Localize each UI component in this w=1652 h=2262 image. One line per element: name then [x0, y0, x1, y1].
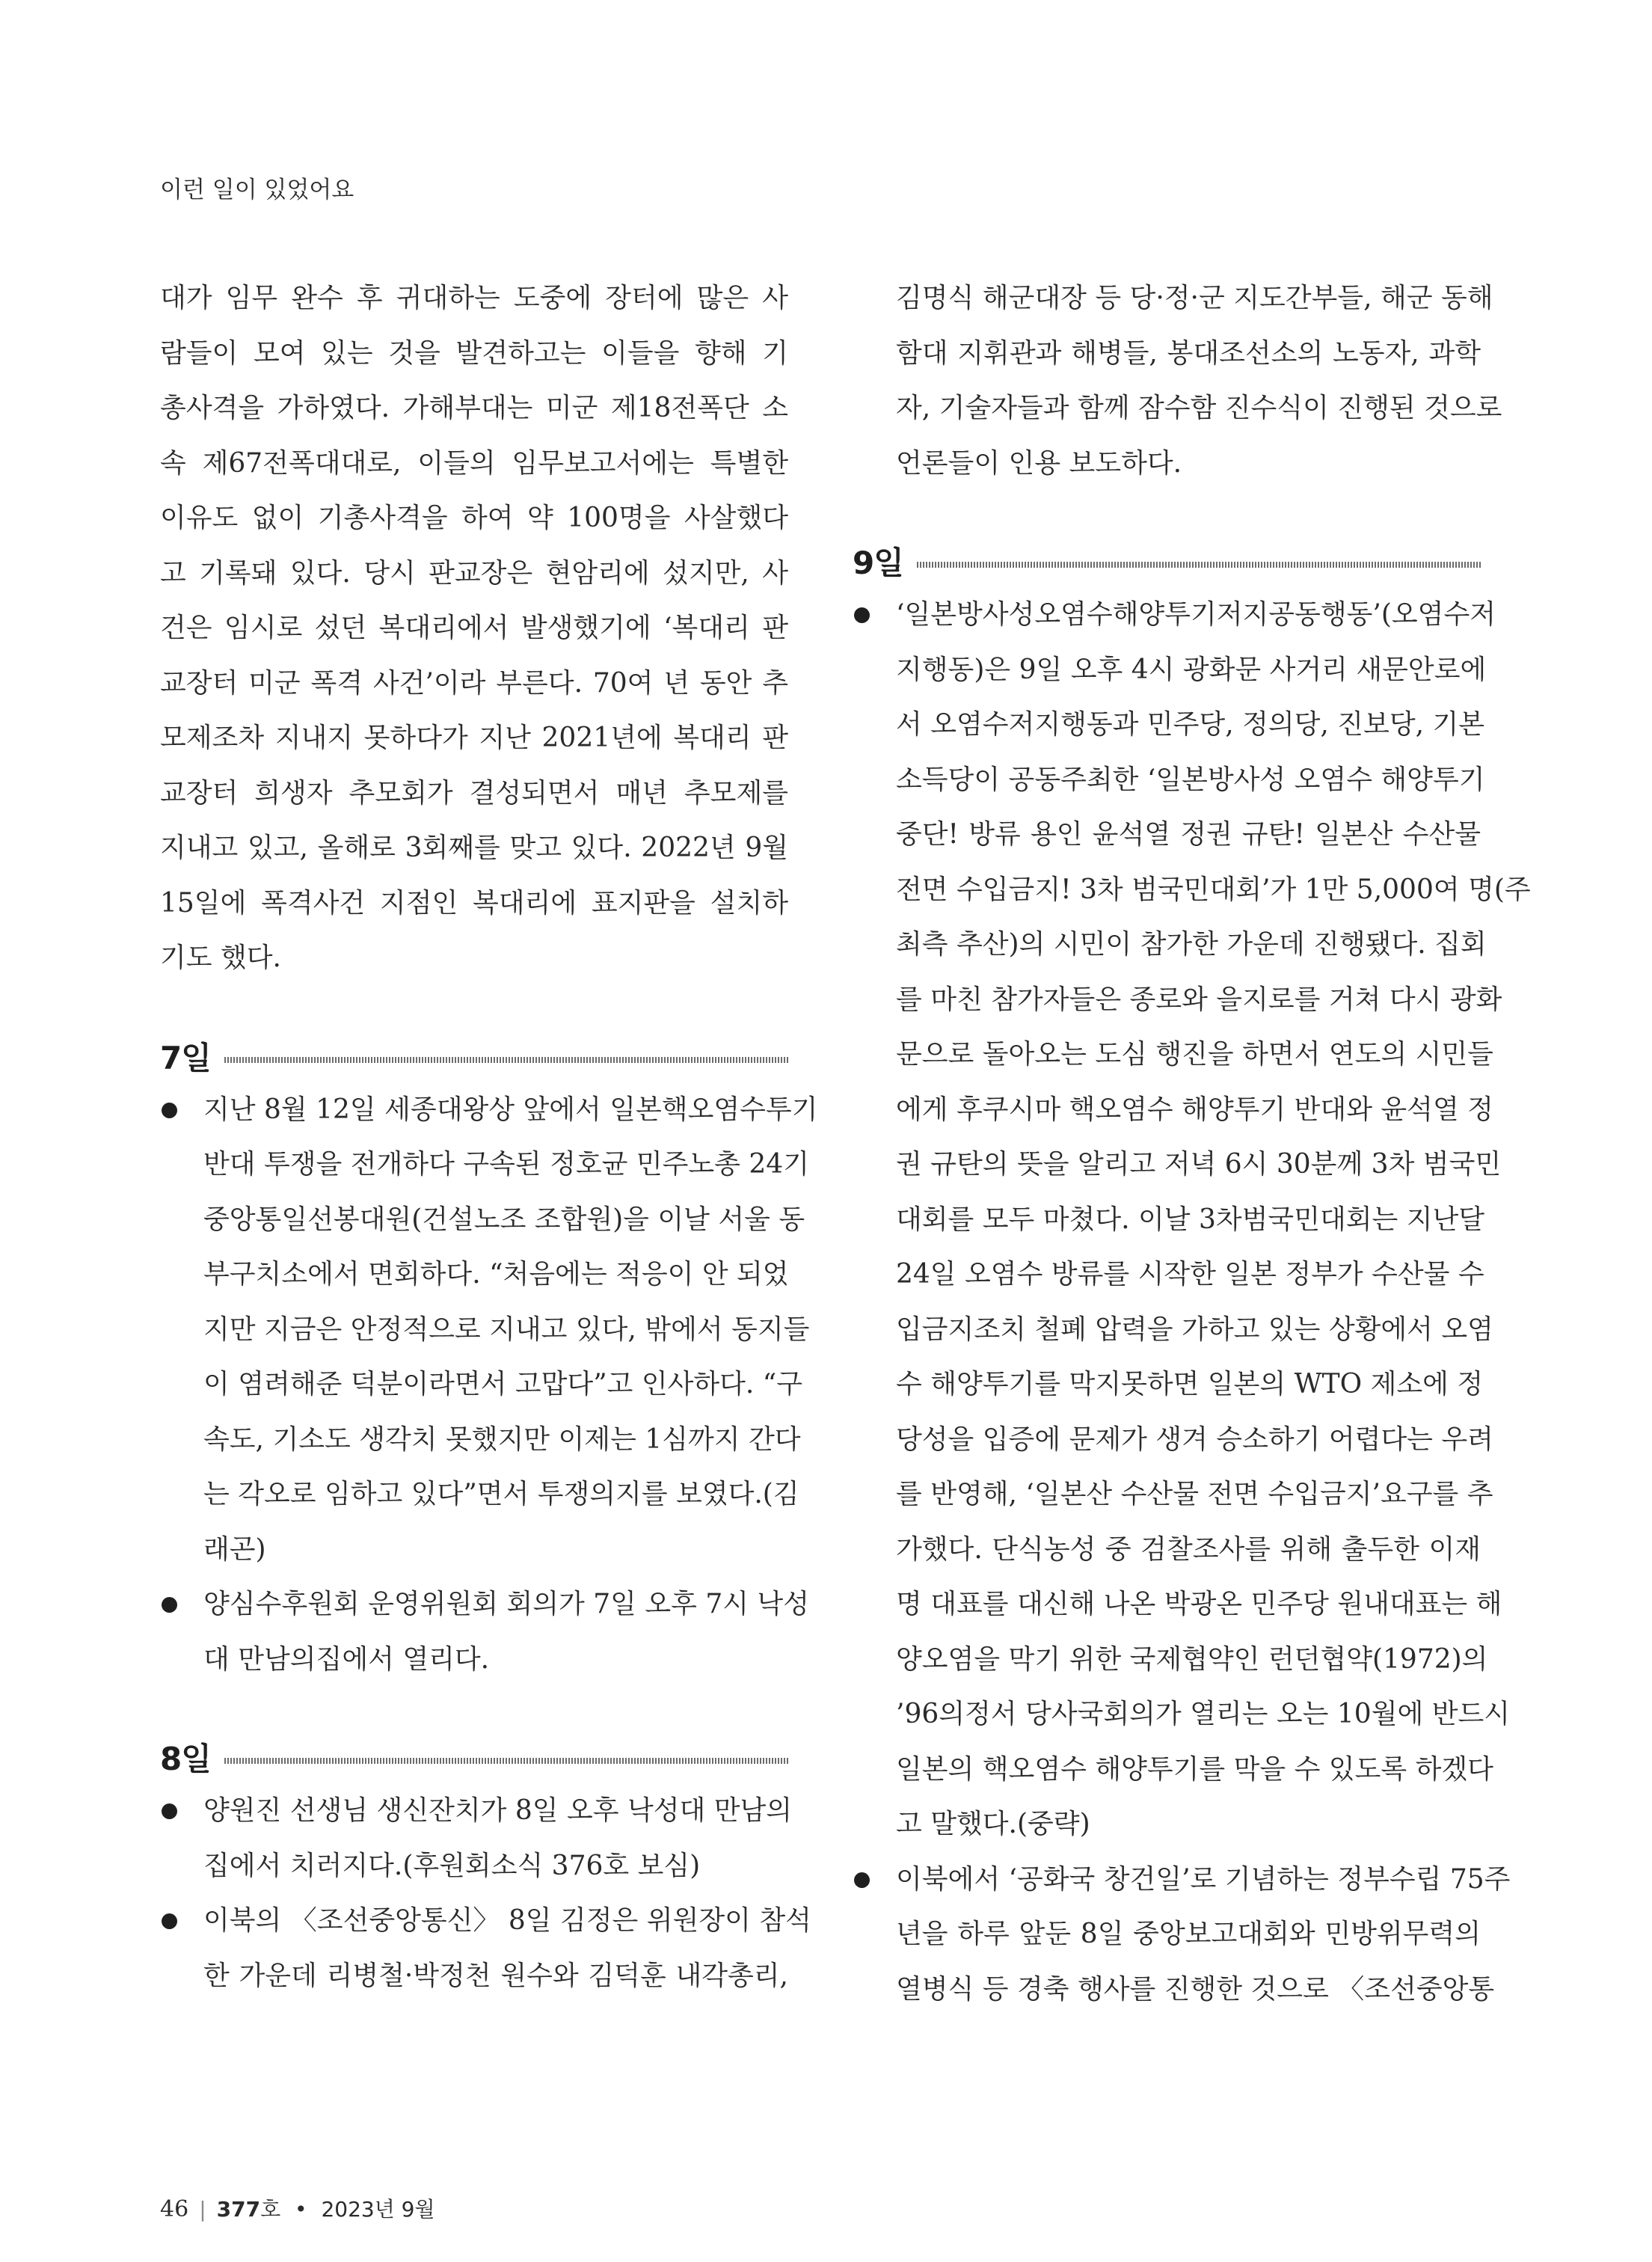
text-line: 고 기록돼 있다. 당시 판교장은 현암리에 섰지만, 사	[160, 557, 788, 589]
right-column	[853, 271, 1531, 2017]
list-item	[160, 1783, 793, 1893]
text-line: 속 제67전폭대대로, 이들의 임무보고서에는 특별한	[160, 447, 788, 479]
text-line: 를 반영해, ‘일본산 수산물 전면 수입금지’요구를 추	[896, 1479, 1493, 1509]
issue-date: 2023년 9월	[321, 2197, 435, 2222]
dotted-rule	[917, 562, 1481, 568]
text-line: 당성을 입증에 문제가 생겨 승소하기 어렵다는 우려	[896, 1423, 1493, 1455]
text-line: ‘일본방사성오염수해양투기저지공동행동’(오염수저	[896, 599, 1496, 630]
text-line: 래곤)	[203, 1533, 266, 1565]
list-item	[160, 1577, 809, 1687]
text-line: 기도 했다.	[160, 942, 281, 973]
dotted-rule	[224, 1057, 788, 1063]
text-line: 함대 지휘관과 해병들, 봉대조선소의 노동자, 과학	[896, 337, 1481, 369]
section-header: 이런 일이 있었어요	[160, 177, 354, 203]
text-line: 교장터 희생자 추모회가 결성되면서 매년 추모제를	[160, 777, 788, 809]
bullet-icon	[162, 1913, 177, 1929]
text-line: 지난 8월 12일 세종대왕상 앞에서 일본핵오염수투기	[203, 1094, 818, 1125]
text-line: 를 마친 참가자들은 종로와 을지로를 거쳐 다시 광화	[896, 984, 1502, 1015]
text-line: 반대 투쟁을 전개하다 구속된 정호균 민주노총 24기	[203, 1149, 809, 1180]
list-item	[160, 1893, 811, 2003]
day8-heading	[160, 1731, 788, 1783]
text-line: 최측 추산)의 시민이 참가한 가운데 진행됐다. 집회	[896, 929, 1487, 960]
text-line: 지행동)은 9일 오후 4시 광화문 사거리 새문안로에	[896, 654, 1487, 685]
text-line: 집에서 치러지다.(후원회소식 376호 보심)	[203, 1850, 701, 1881]
day9-heading	[853, 535, 1481, 587]
text-line: 가했다. 단식농성 중 검찰조사를 위해 출두한 이재	[896, 1533, 1481, 1565]
text-line: 모제조차 지내지 못하다가 지난 2021년에 복대리 판	[160, 723, 788, 753]
text-line: 에게 후쿠시마 핵오염수 해양투기 반대와 윤석열 정	[896, 1094, 1493, 1125]
text-line: 소득당이 공동주최한 ‘일본방사성 오염수 해양투기	[896, 764, 1485, 795]
text-line: 수 해양투기를 막지못하면 일본의 WTO 제소에 정	[896, 1369, 1484, 1400]
page-footer	[160, 2193, 435, 2223]
text-line: 대회를 모두 마쳤다. 이날 3차범국민대회는 지난달	[896, 1204, 1485, 1235]
text-line: 열병식 등 경축 행사를 진행한 것으로 〈조선중앙통	[896, 1973, 1495, 2005]
text-line: 양오염을 막기 위한 국제협약인 런던협약(1972)의	[896, 1643, 1488, 1675]
footer-divider: |	[199, 2197, 206, 2222]
text-line: 양심수후원회 운영위원회 회의가 7일 오후 7시 낙성	[203, 1589, 809, 1619]
text-line: 부구치소에서 면회하다. “처음에는 적응이 안 되었	[203, 1259, 789, 1290]
text-line: 속도, 기소도 생각치 못했지만 이제는 1심까지 간다	[203, 1423, 801, 1455]
text-line: 김명식 해군대장 등 당·정·군 지도간부들, 해군 동해	[896, 283, 1493, 313]
bullet-icon	[162, 1597, 177, 1613]
page-number: 46	[160, 2196, 189, 2222]
text-line: 일본의 핵오염수 해양투기를 막을 수 있도록 하겠다	[896, 1753, 1493, 1785]
text-line: 명 대표를 대신해 나온 박광온 민주당 원내대표는 해	[896, 1589, 1502, 1619]
text-line: 이유도 없이 기총사격을 하여 약 100명을 사살했다	[160, 503, 788, 533]
list-item	[160, 1082, 818, 1578]
text-line: 건은 임시로 섰던 복대리에서 발생했기에 ‘복대리 판	[160, 613, 788, 643]
footer-separator: •	[295, 2197, 307, 2222]
text-line: 전면 수입금지! 3차 범국민대회’가 1만 5,000여 명(주	[896, 874, 1531, 905]
intro-paragraph	[160, 271, 788, 986]
left-column	[160, 271, 818, 2003]
text-line: 한 가운데 리병철·박정천 원수와 김덕훈 내각총리,	[203, 1960, 788, 1991]
day9-title: 9일	[853, 545, 903, 581]
text-line: 교장터 미군 폭격 사건’이라 부른다. 70여 년 동안 추	[160, 667, 788, 699]
bullet-icon	[854, 1872, 870, 1888]
issue-suffix: 호	[260, 2197, 281, 2222]
bullet-icon	[162, 1103, 177, 1118]
text-line: 지만 지금은 안정적으로 지내고 있다, 밖에서 동지들	[203, 1314, 810, 1345]
text-line: 서 오염수저지행동과 민주당, 정의당, 진보당, 기본	[896, 709, 1485, 740]
text-line: 이 염려해준 덕분이라면서 고맙다”고 인사하다. “구	[203, 1369, 802, 1400]
text-line: 입금지조치 철폐 압력을 가하고 있는 상황에서 오염	[896, 1314, 1493, 1345]
continuation-paragraph	[853, 271, 1502, 491]
issue-number: 377	[216, 2197, 261, 2222]
day8-title: 8일	[160, 1741, 211, 1777]
text-line: 대 만남의집에서 열리다.	[203, 1643, 490, 1675]
text-line: 지내고 있고, 올해로 3회째를 맞고 있다. 2022년 9월	[160, 833, 788, 863]
day7-heading	[160, 1030, 788, 1082]
text-line: 년을 하루 앞둔 8일 중앙보고대회와 민방위무력의	[896, 1919, 1481, 1949]
day7-title: 7일	[160, 1039, 211, 1076]
dotted-rule	[224, 1758, 788, 1764]
list-item	[853, 587, 1531, 1852]
text-line: 권 규탄의 뜻을 알리고 저녁 6시 30분께 3차 범국민	[896, 1149, 1502, 1180]
text-line: 총사격을 가하였다. 가해부대는 미군 제18전폭단 소	[160, 393, 788, 423]
text-line: 15일에 폭격사건 지점인 복대리에 표지판을 설치하	[160, 887, 788, 919]
text-line: 언론들이 인용 보도하다.	[896, 447, 1182, 479]
text-line: 고 말했다.(중략)	[896, 1809, 1090, 1839]
text-line: 중앙통일선봉대원(건설노조 조합원)을 이날 서울 동	[203, 1204, 805, 1235]
list-item	[853, 1852, 1511, 2017]
bullet-icon	[854, 607, 870, 623]
text-line: 문으로 돌아오는 도심 행진을 하면서 연도의 시민들	[896, 1039, 1493, 1070]
text-line: 이북의 〈조선중앙통신〉 8일 김정은 위원장이 참석	[203, 1905, 811, 1936]
text-line: 대가 임무 완수 후 귀대하는 도중에 장터에 많은 사	[160, 283, 788, 313]
text-line: ’96의정서 당사국회의가 열리는 오는 10월에 반드시	[896, 1699, 1511, 1729]
text-line: 24일 오염수 방류를 시작한 일본 정부가 수산물 수	[896, 1259, 1484, 1290]
text-line: 람들이 모여 있는 것을 발견하고는 이들을 향해 기	[160, 337, 788, 369]
text-line: 는 각오로 임하고 있다”면서 투쟁의지를 보였다.(김	[203, 1479, 799, 1509]
bullet-icon	[162, 1803, 177, 1819]
text-line: 자, 기술자들과 함께 잠수함 진수식이 진행된 것으로	[896, 393, 1502, 423]
text-line: 이북에서 ‘공화국 창건일’로 기념하는 정부수립 75주	[896, 1863, 1511, 1895]
text-line: 양원진 선생님 생신잔치가 8일 오후 낙성대 만남의	[203, 1795, 793, 1826]
text-line: 중단! 방류 용인 윤석열 정권 규탄! 일본산 수산물	[896, 819, 1481, 850]
